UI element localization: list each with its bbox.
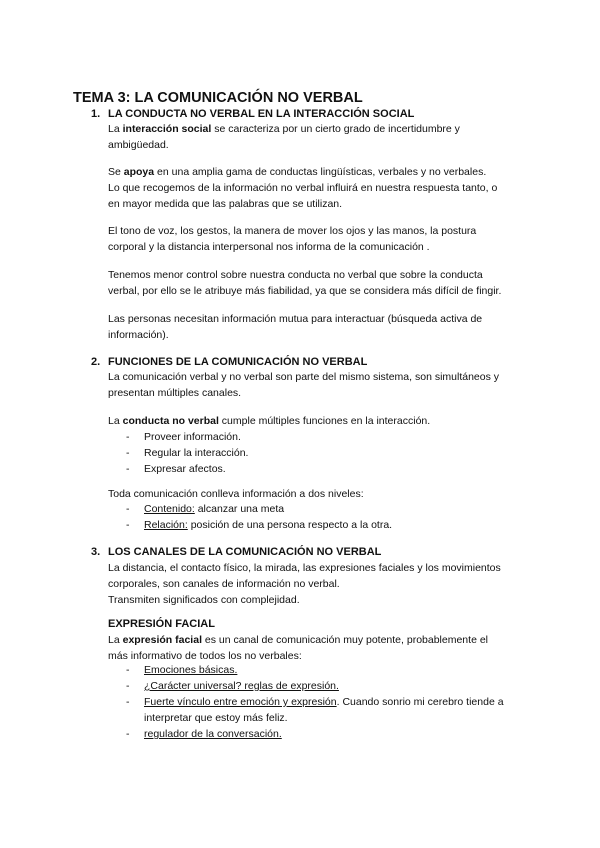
section-1-number: 1. [91,108,101,120]
section-2-paragraph-1 [108,369,528,401]
text-line: Las personas necesitan información mutua para interactuar (búsqueda activa de [108,313,483,325]
text-span: cumple múltiples funciones en la interacción. [218,415,431,427]
facial-list [108,662,528,742]
section-2-title: FUNCIONES DE LA COMUNICACIÓN NO VERBAL [108,356,368,368]
text-span: alcanzar una meta [194,503,285,515]
text-span: La [108,415,123,427]
text-line: en mayor medida que las palabras que se utilizan. [108,198,343,210]
text-span: en una amplia gama de conductas lingüísticas, verbales y no verbales. [154,166,487,178]
list-item-text: - Expresar afectos. [144,463,226,475]
section-1-paragraph-4 [108,267,528,299]
section-3-paragraph-1 [108,560,528,608]
list-item [108,662,528,678]
facial-expression-heading: EXPRESIÓN FACIAL [108,618,215,630]
text-span: se caracteriza por un cierto grado de incertidumbre y [211,123,460,135]
text-span: . Cuando sonrio mi cerebro tiende a [336,696,504,708]
section-1-title: LA CONDUCTA NO VERBAL EN LA INTERACCIÓN SOCIAL [108,108,415,120]
text-span: La [108,123,123,135]
list-item [108,726,528,742]
text-line: interpretar que estoy más feliz. [144,712,288,724]
bold-term: interacción social [122,123,212,135]
list-item [108,429,528,445]
list-item [108,694,528,726]
list-item [108,461,528,477]
text-span: Se [108,166,124,178]
text-line: Toda comunicación conlleva información a dos niveles: [108,488,364,500]
bold-term: conducta no verbal [122,415,219,427]
section-1-paragraph-3 [108,223,528,255]
text-line: verbal, por ello se le atribuye más fiabilidad, ya que se considera más difícil de fingir. [108,285,502,297]
underlined-term: Relación: [144,519,188,531]
text-line: presentan múltiples canales. [108,387,242,399]
text-line: La comunicación verbal y no verbal son parte del mismo sistema, son simultáneos y [108,371,500,383]
underlined-term: regulador de la conversación. [144,728,282,740]
section-3-heading [91,546,381,558]
text-span: La [108,634,123,646]
text-line: ambigüedad. [108,139,169,151]
section-1-paragraph-1 [108,121,528,153]
levels-list [108,501,528,533]
text-line: Tenemos menor control sobre nuestra conducta no verbal que sobre la conducta [108,269,483,281]
section-1-heading [91,108,414,120]
list-item [108,445,528,461]
facial-paragraph-1 [108,632,528,664]
text-line: Transmiten significados con complejidad. [108,594,300,606]
text-line: Lo que recogemos de la información no verbal influirá en nuestra respuesta tanto, o [108,182,498,194]
document-title: TEMA 3: LA COMUNICACIÓN NO VERBAL [73,90,363,106]
section-2-number: 2. [91,356,101,368]
list-item [108,678,528,694]
text-span: posición de una persona respecto a la otra. [187,519,393,531]
section-1-paragraph-2 [108,164,528,212]
list-item [108,517,528,533]
list-item-text: - Regular la interacción. [144,447,249,459]
list-item [108,501,528,517]
section-3-title: LOS CANALES DE LA COMUNICACIÓN NO VERBAL [108,546,382,558]
text-line: corporal y la distancia interpersonal nos informa de la comunicación . [108,241,430,253]
text-line: El tono de voz, los gestos, la manera de mover los ojos y las manos, la postura [108,225,477,237]
section-1-paragraph-5 [108,311,528,343]
section-2-paragraph-3 [108,486,528,502]
text-line: La distancia, el contacto físico, la mirada, las expresiones faciales y los movimientos [108,562,501,574]
text-span: es un canal de comunicación muy potente, probablemente el [201,634,488,646]
bold-term: apoya [123,166,155,178]
section-2-heading [91,356,367,368]
underlined-term: ¿Carácter universal? reglas de expresión. [144,680,339,692]
text-line: más informativo de todos los no verbales: [108,650,302,662]
underlined-term: Fuerte vínculo entre emoción y expresión [144,696,337,708]
text-line: corporales, son canales de información no verbal. [108,578,340,590]
section-3-number: 3. [91,546,101,558]
list-item-text: - Proveer información. [144,431,241,443]
functions-list [108,429,528,477]
text-line: información). [108,329,169,341]
underlined-term: Emociones básicas. [144,664,238,676]
section-2-paragraph-2 [108,413,528,429]
underlined-term: Contenido: [144,503,195,515]
bold-term: expresión facial [122,634,202,646]
